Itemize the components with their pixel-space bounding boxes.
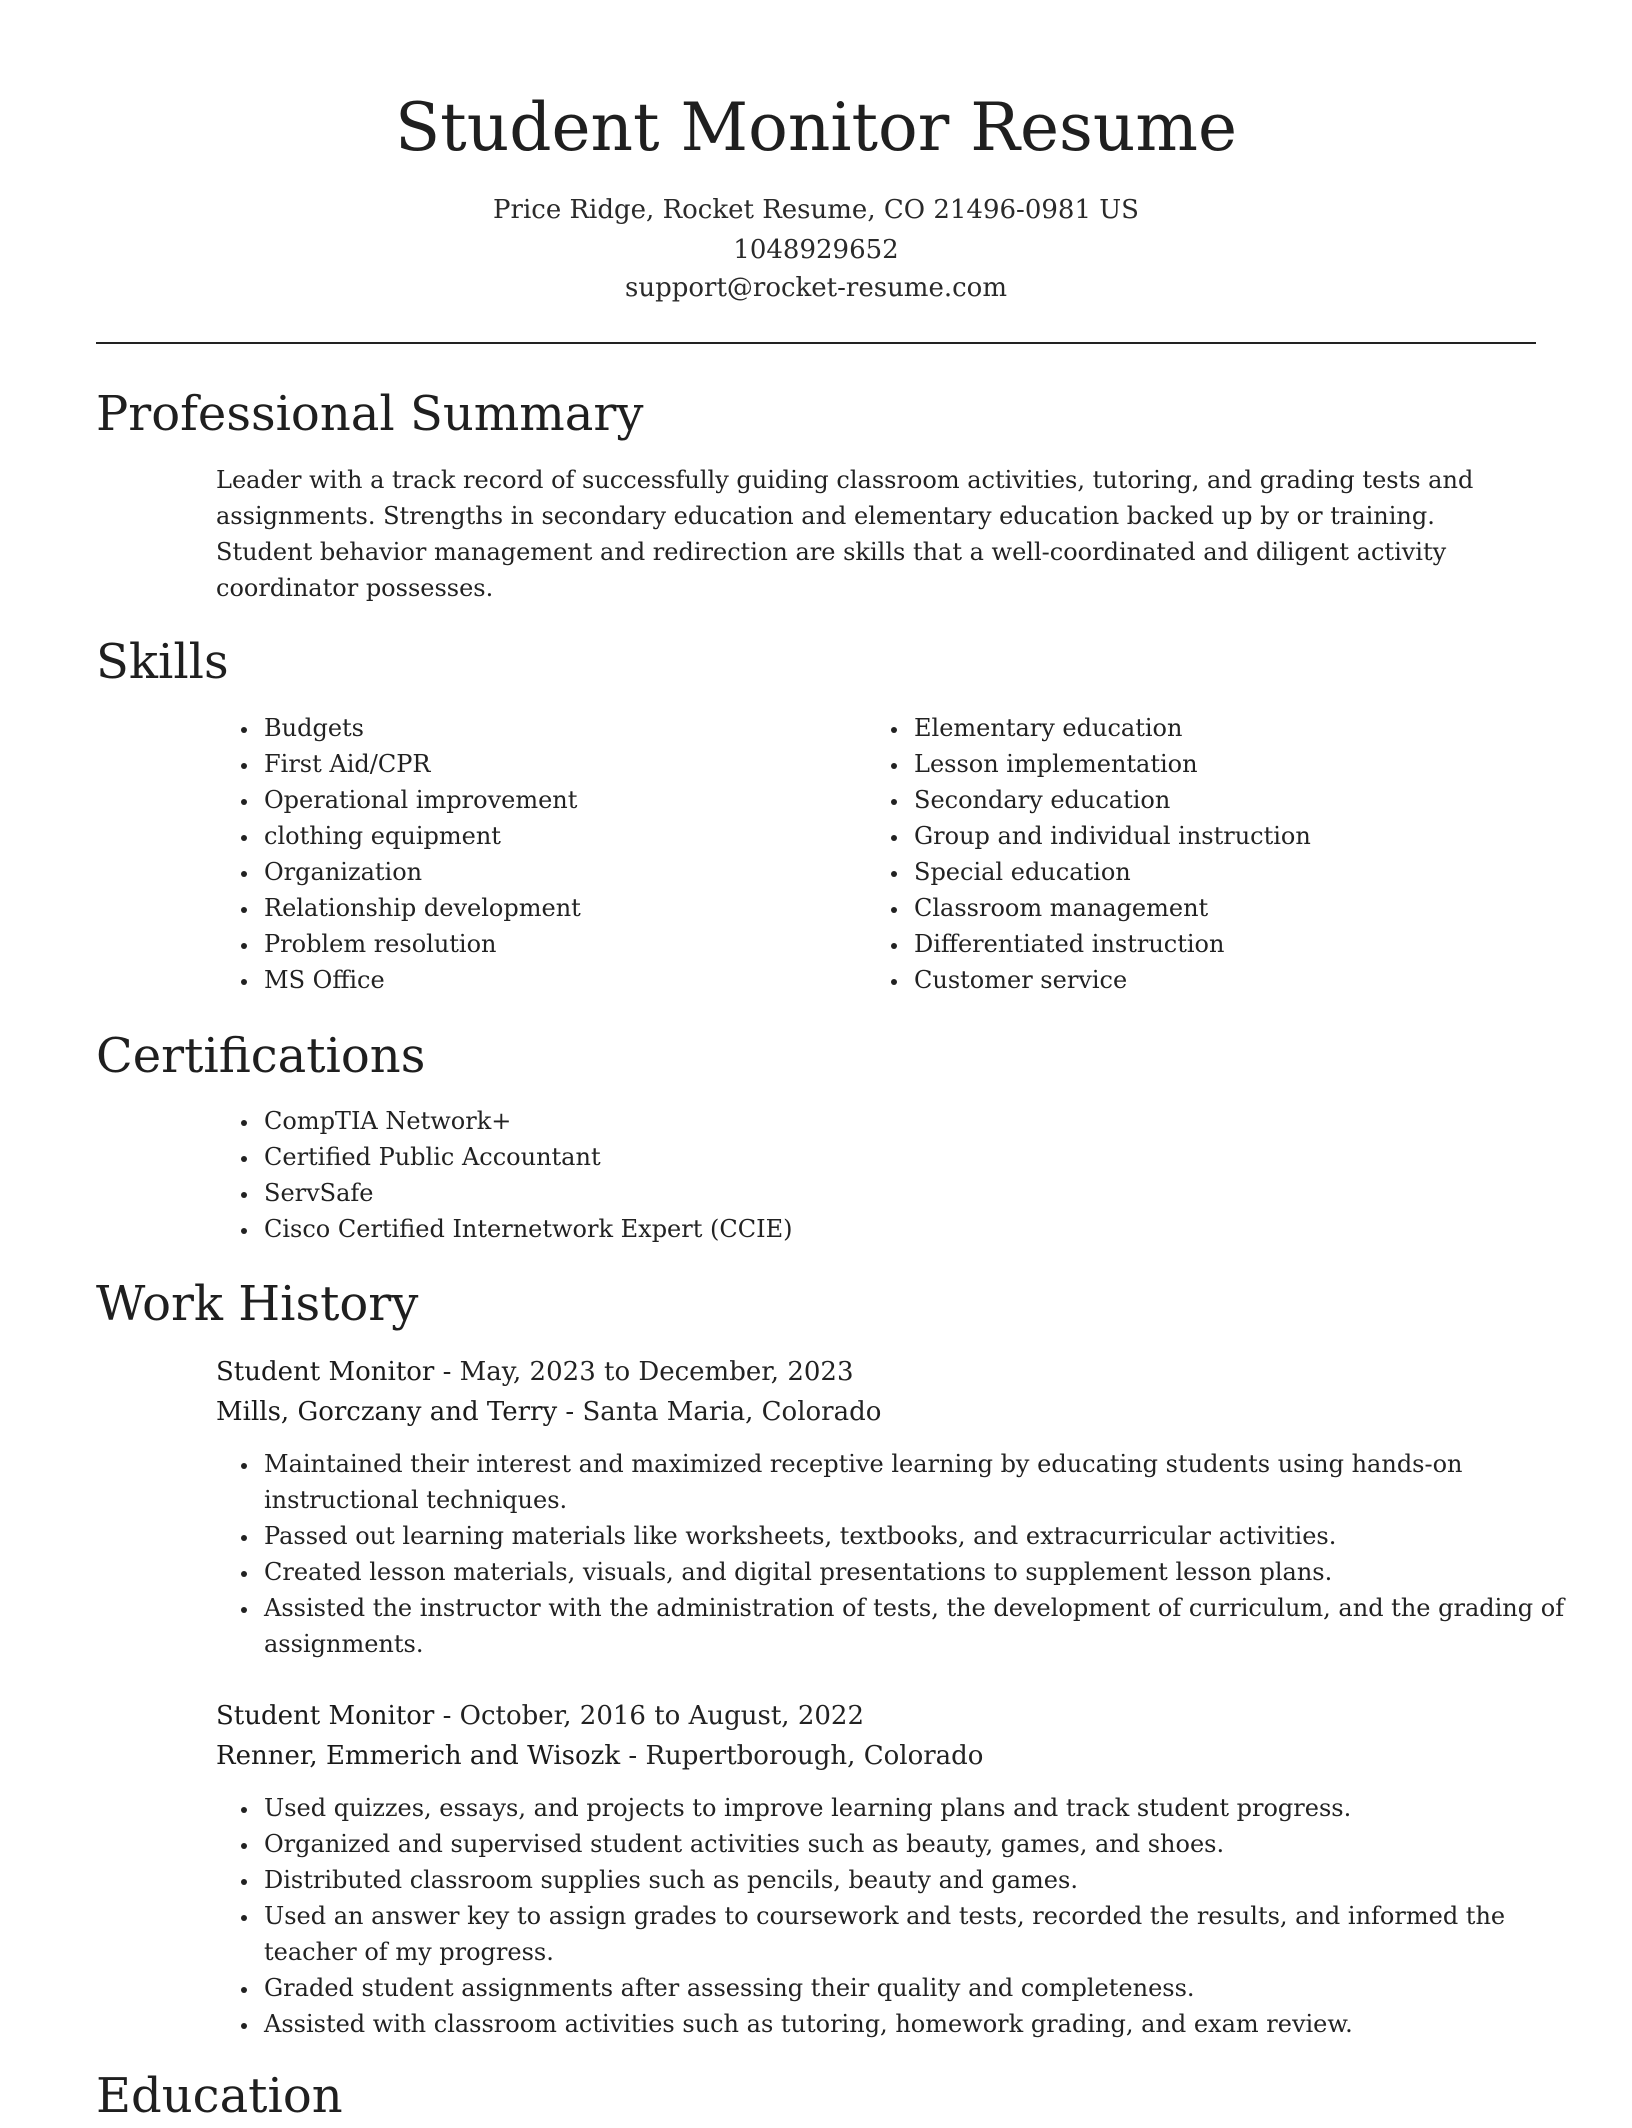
skills-heading: Skills [96,634,229,690]
job-dates: - October, 2016 to August, 2022 [434,1701,864,1731]
job-duty: • Assisted with classroom activities such as tutoring, homework grading, and exam review. [260,2006,1580,2042]
skill-item: • Budgets [260,710,860,746]
skills-list-left [216,710,860,998]
contact-phone: 1048929652 [733,235,899,265]
job-company-line [216,1392,881,1432]
skill-item: • clothing equipment [260,818,860,854]
contact-address: Price Ridge, Rocket Resume, CO 21496-0981 US [493,195,1139,225]
job-company: Mills, Gorczany and Terry [216,1397,558,1427]
certifications-list [216,1103,1550,1247]
certification-item: • Cisco Certified Internetwork Expert (CCIE) [260,1211,1550,1247]
job-duty: • Assisted the instructor with the administration of tests, the development of curriculum, and the grading of assignments. [260,1590,1580,1662]
job-duty: • Created lesson materials, visuals, and digital presentations to supplement lesson plans. [260,1554,1580,1590]
skill-item: • Elementary education [910,710,1550,746]
skill-item: • Classroom management [910,890,1550,926]
job-duty: • Graded student assignments after assessing their quality and completeness. [260,1970,1580,2006]
skill-item: • Secondary education [910,782,1550,818]
skill-item: • Lesson implementation [910,746,1550,782]
certifications-heading: Certifications [96,1028,426,1084]
job-title: Student Monitor [216,1701,435,1731]
job-duty: • Maintained their interest and maximized receptive learning by educating students using hands-on instructional techniques. [260,1446,1580,1518]
job-location: - Santa Maria, Colorado [557,1397,882,1427]
work-history-heading: Work History [96,1276,419,1332]
skill-item: • MS Office [260,962,860,998]
summary-heading: Professional Summary [96,386,644,442]
job-company-line [216,1736,983,1776]
skill-item: • Organization [260,854,860,890]
certification-item: • Certified Public Accountant [260,1139,1550,1175]
summary-text: Leader with a track record of successfully guiding classroom activities, tutoring, and grading tests and assignments. Strengths in secondary education and elementary education backed up by or training. Student behavior management and redirection are skills that a well-coordinated and diligent activity coordinator possesses. [216,466,1474,602]
skills-list-right [866,710,1550,998]
skill-item: • Customer service [910,962,1550,998]
skill-item: • Relationship development [260,890,860,926]
skill-item: • Group and individual instruction [910,818,1550,854]
job-duties-list [216,1790,1580,2042]
certification-item: • ServSafe [260,1175,1550,1211]
job-location: - Rupertborough, Colorado [620,1741,984,1771]
skill-item: • Differentiated instruction [910,926,1550,962]
job-company: Renner, Emmerich and Wisozk [216,1741,621,1771]
skill-item: • Operational improvement [260,782,860,818]
job-title: Student Monitor [216,1357,435,1387]
job-title-line [216,1352,854,1392]
job-dates: - May, 2023 to December, 2023 [434,1357,854,1387]
contact-email: support@rocket-resume.com [624,273,1007,303]
skill-item: • Problem resolution [260,926,860,962]
job-duty: • Distributed classroom supplies such as pencils, beauty and games. [260,1862,1580,1898]
skill-item: • Special education [910,854,1550,890]
skill-item: • First Aid/CPR [260,746,860,782]
resume-title: Student Monitor Resume [394,89,1238,166]
education-heading: Education [96,2068,343,2124]
job-duty: • Passed out learning materials like worksheets, textbooks, and extracurricular activities. [260,1518,1580,1554]
job-title-line [216,1696,864,1736]
certification-item: • CompTIA Network+ [260,1103,1550,1139]
header-divider [96,342,1536,344]
job-duties-list [216,1446,1580,1662]
job-duty: • Organized and supervised student activities such as beauty, games, and shoes. [260,1826,1580,1862]
job-duty: • Used quizzes, essays, and projects to improve learning plans and track student progress. [260,1790,1580,1826]
job-duty: • Used an answer key to assign grades to coursework and tests, recorded the results, and informed the teacher of my progress. [260,1898,1580,1970]
